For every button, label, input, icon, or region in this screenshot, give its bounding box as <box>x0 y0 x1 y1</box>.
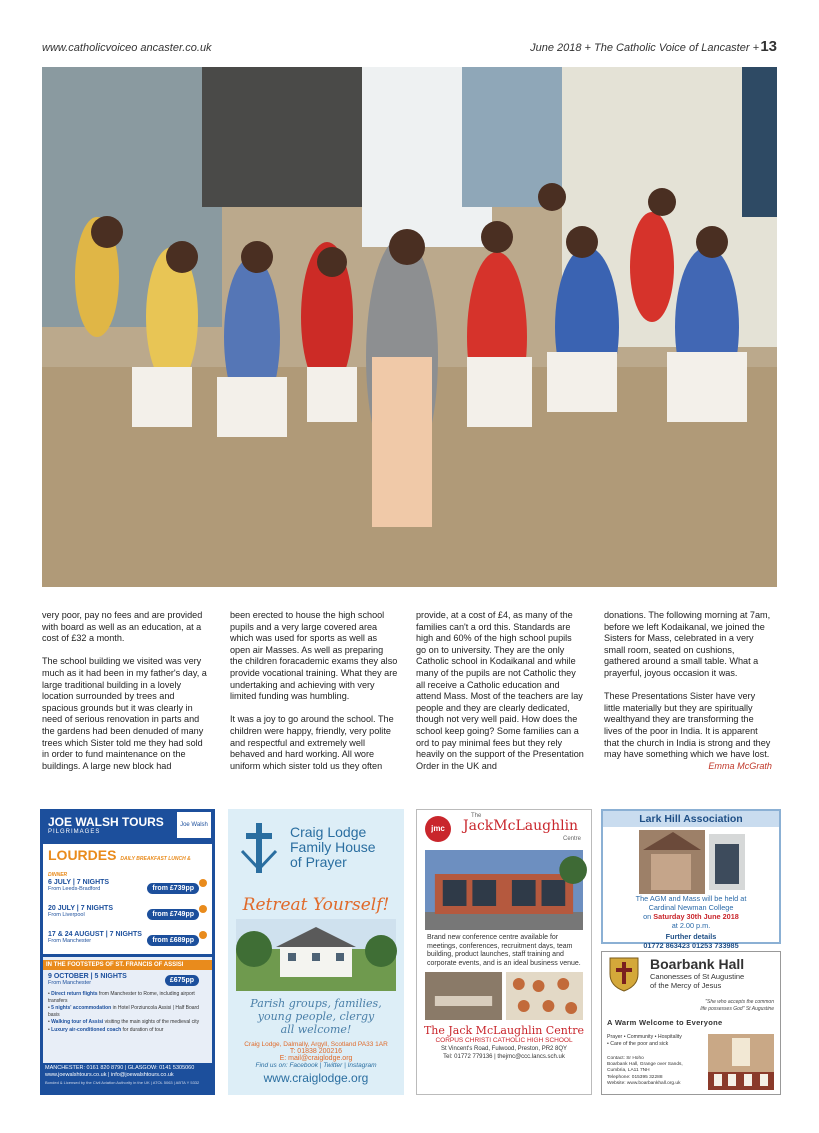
bb-phone[interactable]: Telephone: 015395 32288 <box>607 1074 663 1080</box>
jw-bullet: • Walking tour of Assisi visiting the main sights of the medieval city <box>48 1019 200 1025</box>
schoolgirls-group-photo <box>42 67 777 587</box>
issue-line: June 2018 + The Catholic Voice of Lancaster + <box>530 42 759 54</box>
craig-lodge-house-photo <box>236 919 396 991</box>
cl-social[interactable]: Find us on: Facebook | Twitter | Instagram <box>255 1062 377 1069</box>
jw-trip-dates: 20 JULY | 7 NIGHTS <box>48 905 113 912</box>
article-column-4 <box>604 610 772 772</box>
jw-trip-from: From Leeds-Bradford <box>48 886 101 892</box>
cl-name: Craig Lodge Family House of Prayer <box>290 824 376 870</box>
jw-trip-row <box>48 905 207 931</box>
bb-quote: "She who accepts the common life possesses God" St Augustine <box>700 999 774 1012</box>
jw-logo: Joe Walsh <box>177 812 211 838</box>
cl-website[interactable]: www.craiglodge.org <box>263 1071 369 1085</box>
jm-name-footer: The Jack McLaughlin Centre <box>423 1024 585 1037</box>
lh-title: Lark Hill Association <box>603 811 779 827</box>
lh-phones[interactable]: 01772 863423 01253 733985 <box>643 941 739 950</box>
jm-description: Brand new conference centre available for meetings, conferences, recruitment days, team building, product launches, staff training and corporate events, and is an ideal business venue. <box>427 934 581 967</box>
jw-web[interactable]: www.joewalshtours.co.uk | info@joewalshtours.co.uk <box>45 1072 174 1078</box>
jm-address: St Vincent's Road, Fulwood, Preston, PR2 8QY Tel: 01772 779136 | thejmc@ccc.lancs.sch.uk <box>417 1046 591 1061</box>
jw-assisi-panel <box>43 957 212 1063</box>
jw-trip-dates: 17 & 24 AUGUST | 7 NIGHTS <box>48 931 142 938</box>
jw-lourdes-note: DAILY BREAKFAST LUNCH & DINNER <box>48 856 191 878</box>
jw-lourdes-panel <box>43 844 212 954</box>
jw-trip-row <box>48 879 207 905</box>
jw-phone[interactable]: MANCHESTER: 0161 820 8790 | GLASGOW: 0141 5305060 <box>45 1065 195 1071</box>
article-column-3 <box>416 610 584 784</box>
crest-icon <box>607 956 641 992</box>
jw-trip-from: From Liverpool <box>48 912 85 918</box>
article-body <box>42 610 777 780</box>
article-column-2 <box>230 610 398 784</box>
jw-bullet: • Direct return flights from Manchester to Rome, including airport transfers <box>48 991 195 1004</box>
jw-subtitle: PILGRIMAGES <box>48 829 101 835</box>
cl-phone[interactable]: T: 01838 200216 <box>289 1048 343 1055</box>
bb-values: Prayer • Community • Hospitality • Care of the poor and sick <box>607 1034 682 1047</box>
jw-trip-price: from £749pp <box>147 909 199 920</box>
jw-bullet: • Luxury air-conditioned coach for duration of tour <box>48 1026 164 1033</box>
paragraph: These Presentations Sister have very little materially but they are spiritually wealthyand they are transforming the lives of the poor in India. It is apparent that the church in India is strong and they may have something which we have lost. <box>604 691 771 760</box>
page-header <box>42 38 777 58</box>
cl-address: Craig Lodge, Dalmally, Argyll, Scotland PA33 1AR <box>244 1041 388 1048</box>
paragraph: provide, at a cost of £4, as many of the families can't a ord this. Standards are high and 60% of the high school pupils go on to university. They are the only Catholic school in Kodaikanal and while many of the pupils are not Catholic they all receive a Catholic education and attend Mass. Most of the teachers are lay people and they are clearly dedicated, though not very well paid. How does the school keep going? Some families can a ord to pay minimal fees but they rely heavily on the support of the Presentation Order in the UK and <box>416 610 584 771</box>
jm-school: CORPUS CHRISTI CATHOLIC HIGH SCHOOL <box>435 1037 573 1044</box>
bb-website[interactable]: Website: www.boarbankhall.org.uk <box>607 1080 681 1086</box>
jw-trip-dates: 6 JULY | 7 NIGHTS <box>48 879 110 886</box>
article-column-1 <box>42 610 210 784</box>
cross-logo-icon <box>240 821 278 875</box>
bb-title: Boarbank Hall <box>650 956 745 972</box>
chapel-photo <box>708 1034 774 1090</box>
jw-trip-price: from £689pp <box>147 935 199 946</box>
craig-lodge-ad[interactable] <box>228 809 404 1095</box>
joe-walsh-tours-ad[interactable] <box>40 809 215 1095</box>
boarbank-hall-ad[interactable] <box>601 951 781 1095</box>
cl-tagline: Parish groups, families, young people, clergy all welcome! <box>250 997 382 1036</box>
bullet-dot-icon <box>199 905 207 913</box>
paragraph: donations. The following morning at 7am, before we left Kodaikanal, we joined the Sisters for Mass, celebrated in a very small room, seated on cushions, gathered around a small table. What a prayerful, joyous occasion it was. <box>604 610 771 678</box>
jw-bonded: Bonded & Licensed by the Civil Aviation Authority in the UK | ATOL 5063 | ABTA Y 5332 <box>45 1080 200 1085</box>
jm-phone-email[interactable]: Tel: 01772 779136 | thejmc@ccc.lancs.sch.uk <box>443 1053 565 1060</box>
jm-the: The <box>471 813 482 819</box>
jm-centre: Centre <box>562 836 581 842</box>
jack-mclaughlin-centre-ad[interactable] <box>416 809 592 1095</box>
jw-trip-price: £675pp <box>165 975 199 986</box>
bb-subtitle: Canonesses of St Augustine of the Mercy of Jesus <box>650 972 745 990</box>
jw-trip-price: from £739pp <box>147 883 199 894</box>
jm-name: JackMcLaughlin <box>463 818 579 834</box>
paragraph: very poor, pay no fees and are provided with board as well as an education, at a cost of £32 a month. <box>42 610 203 644</box>
lark-hill-association-ad[interactable] <box>601 809 781 950</box>
paragraph: been erected to house the high school pupils and a very large covered area which was used for sports as well as open air Masses. As well as preparing the children foracademic exams they also provide vocational training. What they are undertaking and achieving with very limited funding was humbling. <box>230 610 398 702</box>
paragraph: The school building we visited was very much as it had been in my father's day, a large traditional building in a lovely location surrounded by trees and spacious grounds but it was clearly in need of serious renovation in parts and the gardens had been denuded of many trees which Sister told me they had sold in order to fund maintenance on the buildings. A large new block had <box>42 656 207 771</box>
page-number: 13 <box>760 38 777 55</box>
jw-trip-row <box>48 973 207 991</box>
bb-contact: Contact: Sr Hoho Boarbank Hall, Grange over Sands, Cumbria, LA11 7NH Telephone: 015395 32288 Website: www.boarbankhall.org.uk <box>607 1056 707 1087</box>
jw-title: JOE WALSH TOURS <box>48 815 164 829</box>
lh-details: Further details 01772 863423 01253 733985 <box>603 932 779 950</box>
bullet-dot-icon <box>199 879 207 887</box>
author-byline: Emma McGrath <box>708 760 772 771</box>
conference-room-and-buffet-photos <box>425 972 583 1020</box>
site-url[interactable]: www.catholicvoiceo ancaster.co.uk <box>42 42 212 54</box>
bullet-dot-icon <box>199 931 207 939</box>
cl-retreat-headline: Retreat Yourself! <box>242 895 390 915</box>
jw-trip-from: From Manchester <box>48 980 92 986</box>
jw-trip-dates: 9 OCTOBER | 5 NIGHTS <box>48 973 127 980</box>
jw-bullet: • 5 nights' accommodation in Hotel Porziuncola Assisi | Half Board basis <box>48 1005 199 1018</box>
jw-lourdes-title: LOURDES <box>48 847 117 863</box>
jw-trip-row <box>48 931 207 957</box>
conference-centre-photo <box>425 850 583 930</box>
jw-footer <box>40 1063 215 1088</box>
bb-welcome: A Warm Welcome to Everyone <box>607 1018 723 1027</box>
jw-trip-from: From Manchester <box>48 938 92 944</box>
lh-agm-text: The AGM and Mass will be held at Cardinal Newman College on Saturday 30th June 2018 at 2.00 p.m. <box>635 894 747 930</box>
cl-email[interactable]: E: mail@craiglodge.org <box>279 1055 353 1062</box>
lh-date: Saturday 30th June 2018 <box>653 912 739 921</box>
jmc-logo: jmc <box>425 816 451 842</box>
paragraph: It was a joy to go around the school. The children were happy, friendly, very polite and respectful and extremely well behaved and hard working. All wore uniform which sister told us they often <box>230 714 394 771</box>
lark-hill-photos <box>603 830 779 894</box>
jw-assisi-title: IN THE FOOTSTEPS OF ST. FRANCIS OF ASSISI <box>43 960 212 970</box>
